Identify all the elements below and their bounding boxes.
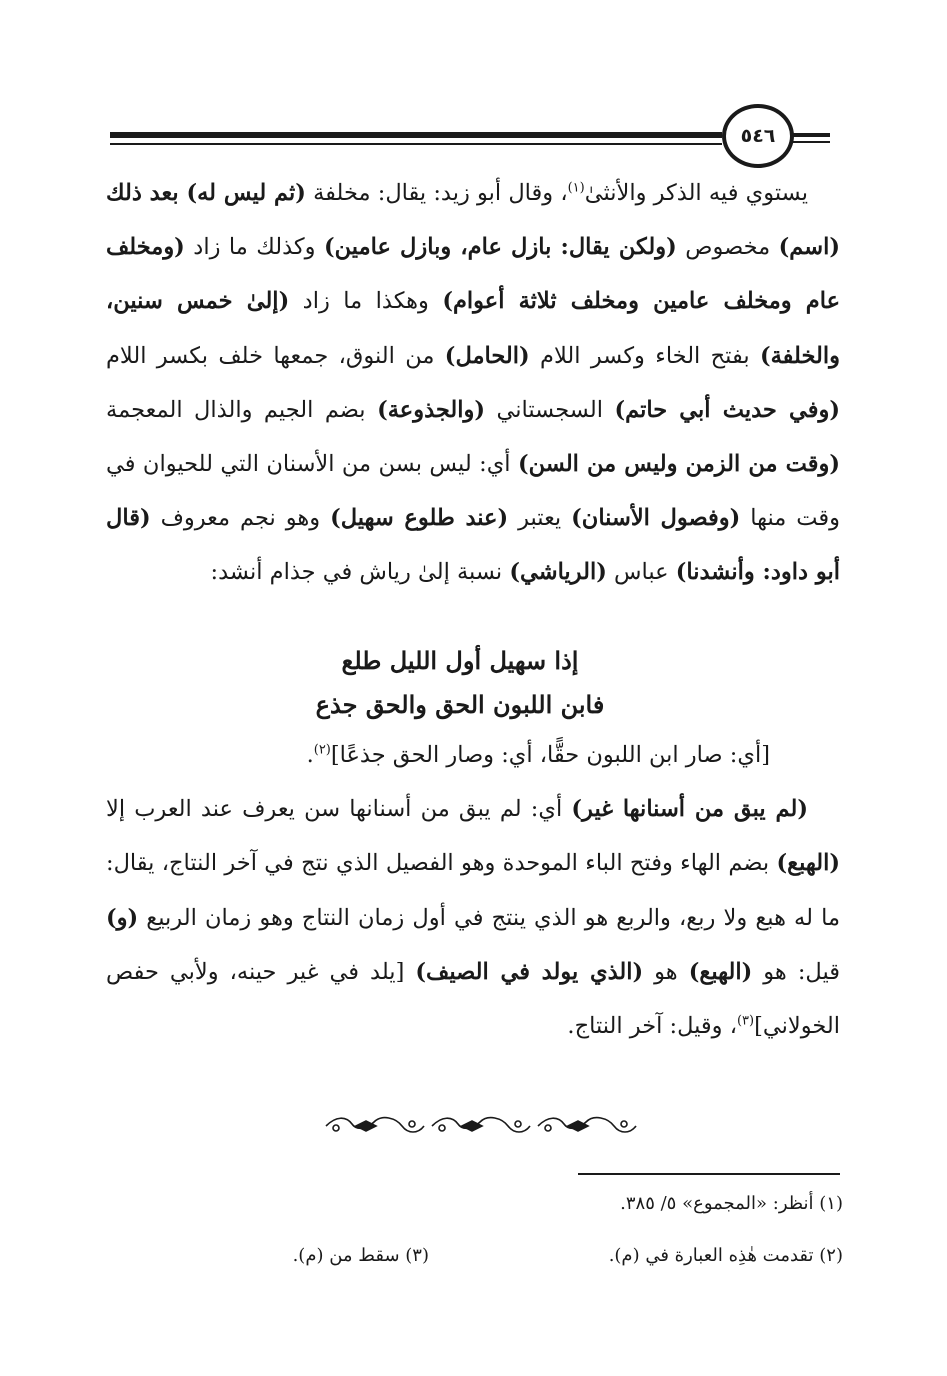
- header-rule-right-thin: [788, 141, 830, 143]
- commentary-text: مخصوص: [676, 234, 779, 261]
- commentary-text: ، وقال أبو زيد: يقال: مخلفة: [305, 180, 568, 206]
- commentary-text: نسبة إلىٰ رياش في جذام أنشد:: [210, 559, 510, 586]
- matn-text: (ولكن يقال: بازل عام، وبازل عامين): [324, 234, 677, 261]
- footnote-separator: [578, 1173, 840, 1175]
- matn-text: (عند طلوع سهيل): [330, 505, 509, 532]
- header-rule-thick: [110, 132, 722, 138]
- commentary-text: يعتبر: [508, 505, 572, 532]
- commentary-text: .: [306, 742, 314, 768]
- footnote-1: (١) أنظر: «المجموع» ٥/ ٣٨٥.: [620, 1193, 843, 1214]
- matn-text: (و): [106, 904, 139, 931]
- main-text: [106, 166, 840, 600]
- footnote-marker: (٣): [736, 1013, 755, 1029]
- commentary-text: [أي: صار ابن اللبون حقًّا، أي: وصار الحق جذعًا]: [330, 742, 770, 768]
- commentary-text: ، وقيل: آخر النتاج.: [567, 1013, 737, 1040]
- matn-text: (الحامل): [444, 342, 530, 369]
- commentary-text: وهكذا ما زاد: [289, 288, 443, 315]
- matn-text: (الذي يولد في الصيف): [415, 958, 644, 985]
- commentary-text: عباس: [606, 559, 676, 586]
- matn-text: (ثم ليس له) بعد ذلك (اسم): [106, 180, 841, 261]
- commentary-text: وهو نجم معروف: [150, 505, 331, 532]
- footnote-2: (٢) تقدمت هٰذِه العبارة في (م).: [608, 1245, 843, 1266]
- commentary-text: هو: [643, 958, 689, 985]
- commentary-text: بضم الهاء وفتح الباء الموحدة وهو الفصيل الذي نتج في آخر النتاج، يقال: ما له هبع ولا ربع، والربع هو الذي ينتج في أول زمان النتاج وهو زمان الربيع: [106, 850, 840, 931]
- floral-divider-icon: [322, 1112, 640, 1140]
- matn-text: (وفي حديث أبي حاتم): [614, 396, 841, 423]
- header-rule-right: [788, 133, 830, 137]
- page-number: ٥٤٦: [722, 104, 794, 168]
- footnote-marker: (٢): [313, 742, 331, 758]
- matn-text: (وفصول الأسنان): [571, 505, 741, 532]
- matn-text: (والجذوعة): [377, 396, 486, 423]
- matn-text: (الهبع): [688, 958, 753, 985]
- matn-text: (إلىٰ خمس سنين، والخلفة): [106, 288, 841, 369]
- paragraph-2: [106, 728, 840, 782]
- verse-line-2: فابن اللبون الحق والحق جذع: [315, 690, 605, 719]
- matn-text: (ومخلف عام ومخلف عامين ومخلف ثلاثة أعوام): [106, 234, 840, 315]
- commentary-text: بضم الجيم والذال المعجمة: [106, 396, 378, 423]
- matn-text: (الرياشي): [509, 559, 607, 586]
- paragraph-3: [106, 782, 840, 1053]
- commentary-text: أي: لم يبق من أسنانها سن يعرف عند العرب إلا: [106, 796, 572, 823]
- header-rule-thin: [110, 143, 722, 145]
- commentary-text: بفتح الخاء وكسر اللام: [529, 342, 760, 369]
- commentary-text: [يلد في غير حينه، ولأبي حفص الخولاني]: [106, 958, 840, 1040]
- commentary-text: السجستاني: [485, 396, 615, 423]
- matn-text: (قال أبو داود: وأنشدنا): [106, 505, 840, 586]
- matn-text: (الهبع): [776, 850, 840, 877]
- commentary-text: قيل: هو: [752, 958, 840, 985]
- commentary-text: من النوق، جمعها خلف بكسر اللام: [106, 342, 445, 369]
- commentary-text: وكذلك ما زاد: [184, 234, 324, 261]
- main-text-continued: [106, 728, 840, 1053]
- footnote-3: (٣) سقط من (م).: [292, 1245, 429, 1266]
- matn-text: (وقت من الزمن وليس من السن): [517, 451, 840, 478]
- commentary-text: أي: ليس بسن من الأسنان التي للحيوان في وقت منها: [106, 451, 840, 532]
- paragraph-1: [106, 166, 840, 600]
- verse-line-1: إذا سهيل أول الليل طلع: [341, 646, 579, 675]
- matn-text: (لم يبق من أسنانها غير): [571, 796, 808, 823]
- commentary-text: يستوي فيه الذكر والأنثىٰ: [584, 180, 808, 206]
- footnote-marker: (١): [567, 180, 585, 196]
